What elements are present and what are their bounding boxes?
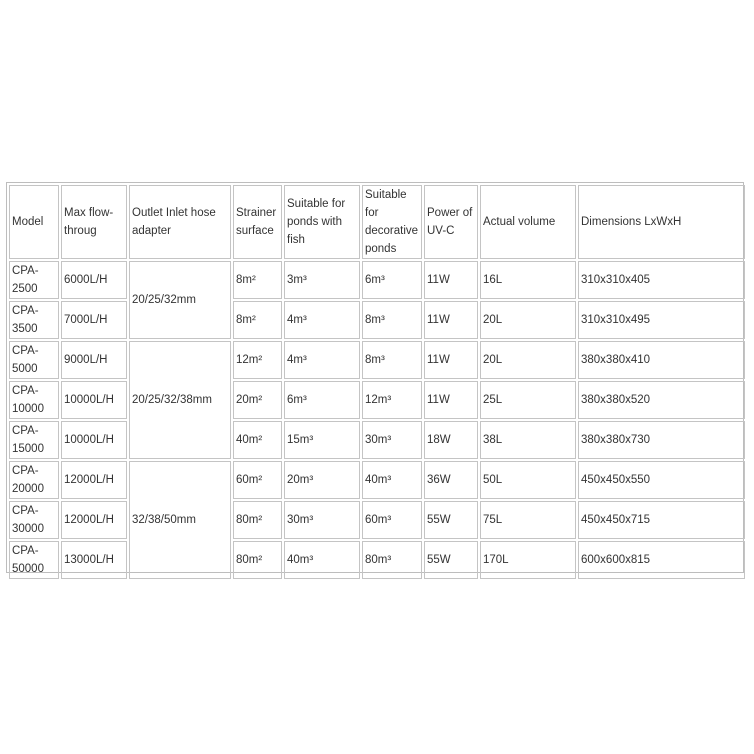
cell-hose-adapter: 20/25/32mm	[129, 261, 231, 339]
cell-strainer: 40m²	[233, 421, 282, 459]
cell-power: 11W	[424, 341, 478, 379]
cell-strainer: 80m²	[233, 541, 282, 579]
cell-power: 55W	[424, 541, 478, 579]
cell-decor: 30m³	[362, 421, 422, 459]
cell-fish: 3m³	[284, 261, 360, 299]
cell-volume: 50L	[480, 461, 576, 499]
cell-decor: 80m³	[362, 541, 422, 579]
cell-volume: 20L	[480, 341, 576, 379]
cell-model: CPA-15000	[9, 421, 59, 459]
cell-volume: 170L	[480, 541, 576, 579]
cell-power: 18W	[424, 421, 478, 459]
cell-decor: 8m³	[362, 301, 422, 339]
cell-strainer: 60m²	[233, 461, 282, 499]
cell-model: CPA-20000	[9, 461, 59, 499]
cell-dimensions: 450x450x715	[578, 501, 745, 539]
cell-volume: 75L	[480, 501, 576, 539]
spec-table	[7, 183, 747, 581]
cell-power: 55W	[424, 501, 478, 539]
cell-flow: 10000L/H	[61, 421, 127, 459]
cell-volume: 25L	[480, 381, 576, 419]
table-row	[9, 341, 745, 379]
cell-strainer: 8m²	[233, 261, 282, 299]
cell-strainer: 20m²	[233, 381, 282, 419]
cell-model: CPA-3500	[9, 301, 59, 339]
header-strainer-surface: Strainer surface	[233, 185, 282, 259]
cell-fish: 40m³	[284, 541, 360, 579]
cell-volume: 20L	[480, 301, 576, 339]
cell-power: 11W	[424, 261, 478, 299]
table-row	[9, 261, 745, 299]
cell-dimensions: 380x380x520	[578, 381, 745, 419]
cell-strainer: 80m²	[233, 501, 282, 539]
cell-fish: 6m³	[284, 381, 360, 419]
cell-model: CPA-10000	[9, 381, 59, 419]
cell-dimensions: 310x310x495	[578, 301, 745, 339]
cell-flow: 6000L/H	[61, 261, 127, 299]
cell-decor: 40m³	[362, 461, 422, 499]
cell-decor: 8m³	[362, 341, 422, 379]
cell-dimensions: 310x310x405	[578, 261, 745, 299]
cell-flow: 12000L/H	[61, 461, 127, 499]
cell-flow: 7000L/H	[61, 301, 127, 339]
cell-hose-adapter: 20/25/32/38mm	[129, 341, 231, 459]
header-dimensions: Dimensions LxWxH	[578, 185, 745, 259]
cell-power: 36W	[424, 461, 478, 499]
cell-fish: 4m³	[284, 341, 360, 379]
cell-decor: 12m³	[362, 381, 422, 419]
cell-strainer: 8m²	[233, 301, 282, 339]
cell-dimensions: 450x450x550	[578, 461, 745, 499]
cell-volume: 16L	[480, 261, 576, 299]
cell-fish: 15m³	[284, 421, 360, 459]
header-uvc-power: Power of UV-C	[424, 185, 478, 259]
cell-strainer: 12m²	[233, 341, 282, 379]
header-hose-adapter: Outlet Inlet hose adapter	[129, 185, 231, 259]
header-actual-volume: Actual volume	[480, 185, 576, 259]
cell-power: 11W	[424, 301, 478, 339]
cell-flow: 12000L/H	[61, 501, 127, 539]
cell-model: CPA-50000	[9, 541, 59, 579]
cell-dimensions: 600x600x815	[578, 541, 745, 579]
cell-fish: 4m³	[284, 301, 360, 339]
cell-dimensions: 380x380x410	[578, 341, 745, 379]
header-ponds-with-fish: Suitable for ponds with fish	[284, 185, 360, 259]
cell-model: CPA-30000	[9, 501, 59, 539]
header-max-flow: Max flow-throug	[61, 185, 127, 259]
cell-dimensions: 380x380x730	[578, 421, 745, 459]
header-decorative-ponds: Suitable for decorative ponds	[362, 185, 422, 259]
table-row	[9, 501, 745, 539]
cell-volume: 38L	[480, 421, 576, 459]
spec-table-container	[6, 182, 744, 573]
table-row	[9, 541, 745, 579]
cell-flow: 10000L/H	[61, 381, 127, 419]
cell-power: 11W	[424, 381, 478, 419]
header-row	[9, 185, 745, 259]
cell-decor: 60m³	[362, 501, 422, 539]
table-row	[9, 421, 745, 459]
cell-flow: 13000L/H	[61, 541, 127, 579]
cell-flow: 9000L/H	[61, 341, 127, 379]
cell-model: CPA-5000	[9, 341, 59, 379]
cell-fish: 20m³	[284, 461, 360, 499]
table-row	[9, 381, 745, 419]
table-row	[9, 461, 745, 499]
table-row	[9, 301, 745, 339]
cell-model: CPA-2500	[9, 261, 59, 299]
cell-hose-adapter: 32/38/50mm	[129, 461, 231, 579]
cell-decor: 6m³	[362, 261, 422, 299]
header-model: Model	[9, 185, 59, 259]
cell-fish: 30m³	[284, 501, 360, 539]
